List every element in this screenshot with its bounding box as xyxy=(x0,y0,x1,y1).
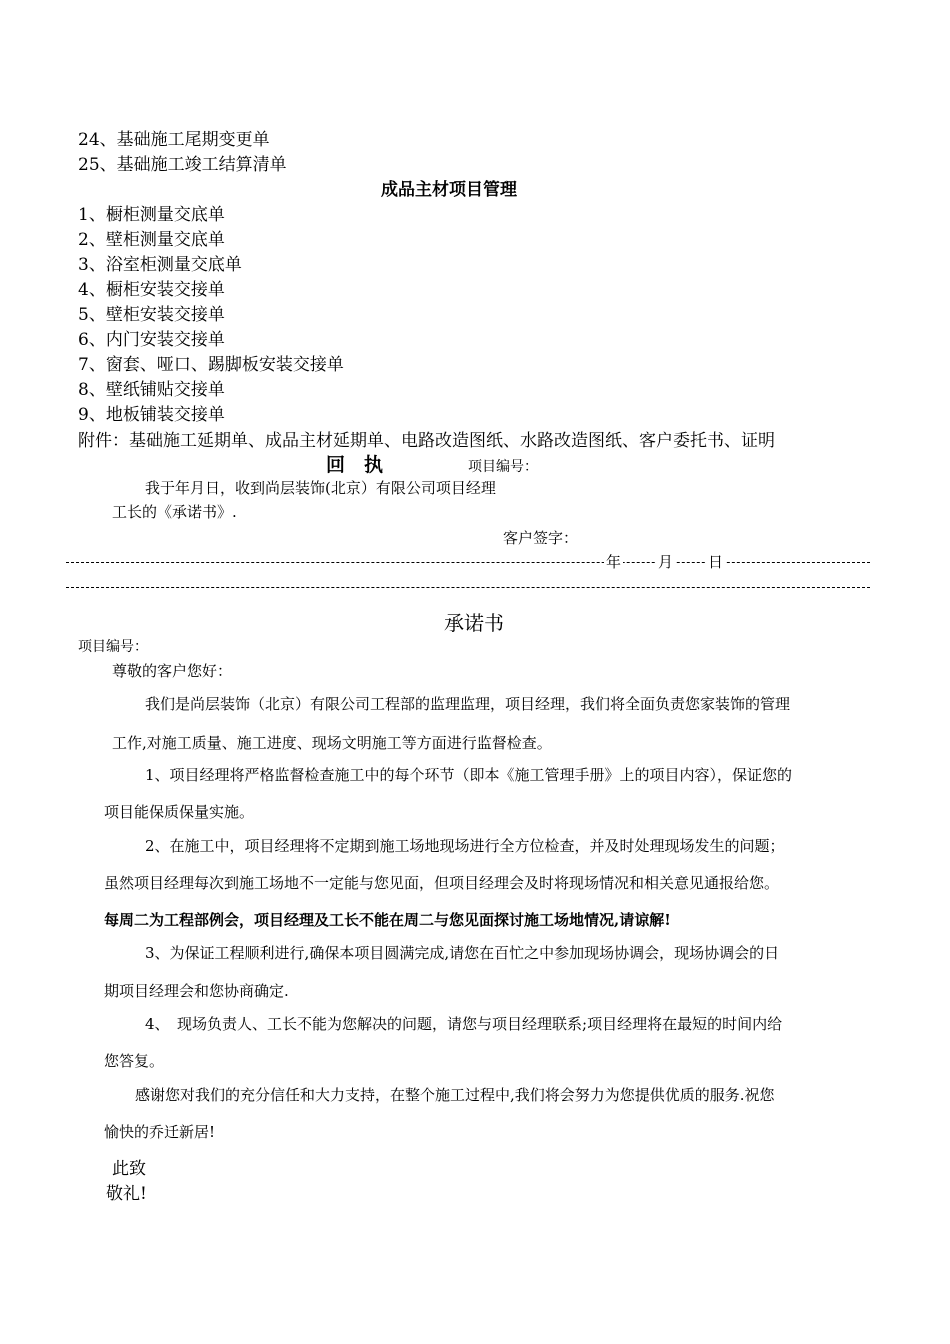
paragraph-line: 项目能保质保量实施。 xyxy=(104,803,255,821)
paragraph-line: 我们是尚层装饰（北京）有限公司工程部的监理监理，项目经理，我们将全面负责您家装饰的管理 xyxy=(145,695,791,713)
paragraph-line: 4、 现场负责人、工长不能为您解决的问题，请您与项目经理联系;项目经理将在最短的时间内给 xyxy=(145,1015,783,1033)
paragraph-line: 期项目经理会和您协商确定. xyxy=(104,982,289,1000)
receipt-title: 回 执 xyxy=(326,454,384,476)
paragraph-line: 愉快的乔迁新居! xyxy=(104,1123,216,1141)
paragraph-line: 虽然项目经理每次到施工场地不一定能与您见面，但项目经理会及时将现场情况和相关意见通报给您。 xyxy=(104,874,780,892)
list-item: 1、橱柜测量交底单 xyxy=(78,205,225,225)
greeting: 尊敬的客户您好： xyxy=(112,662,233,680)
cut-line xyxy=(66,562,870,563)
paragraph-line: 1、项目经理将严格监督检查施工中的每个环节（即本《施工管理手册》上的项目内容），保证您的 xyxy=(145,766,793,784)
section-title: 成品主材项目管理 xyxy=(381,180,517,200)
list-item: 4、橱柜安装交接单 xyxy=(78,280,225,300)
signature-label: 客户签字： xyxy=(503,529,579,547)
paragraph-line: 您答复。 xyxy=(104,1052,165,1070)
list-item: 3、浴室柜测量交底单 xyxy=(78,255,242,275)
paragraph-line: 3、为保证工程顺利进行,确保本项目圆满完成,请您在百忙之中参加现场协调会，现场协调会的日 xyxy=(145,944,780,962)
list-item: 8、壁纸铺贴交接单 xyxy=(78,380,225,400)
paragraph-line: 2、在施工中，项目经理将不定期到施工场地现场进行全方位检查，并及时处理现场发生的问题； xyxy=(145,837,785,855)
date-day: 日 xyxy=(708,553,724,571)
pledge-project-no-label: 项目编号： xyxy=(78,639,148,655)
list-item: 25、基础施工竣工结算清单 xyxy=(78,155,287,175)
attachments-line: 附件：基础施工延期单、成品主材延期单、电路改造图纸、水路改造图纸、客户委托书、证明 xyxy=(78,431,775,451)
paragraph-line: 工作,对施工质量、施工进度、现场文明施工等方面进行监督检查。 xyxy=(112,734,552,752)
pledge-title: 承诺书 xyxy=(444,611,504,635)
date-month: 月 xyxy=(658,553,674,571)
list-item: 24、基础施工尾期变更单 xyxy=(78,130,270,150)
list-item: 6、内门安装交接单 xyxy=(78,330,225,350)
list-item: 9、地板铺装交接单 xyxy=(78,405,225,425)
list-item: 2、壁柜测量交底单 xyxy=(78,230,225,250)
bold-note: 每周二为工程部例会，项目经理及工长不能在周二与您见面探讨施工场地情况,请谅解! xyxy=(104,911,671,929)
list-item: 5、壁柜安装交接单 xyxy=(78,305,225,325)
closing-line: 此致 xyxy=(112,1159,146,1179)
receipt-text-line: 我于年月日，收到尚层装饰(北京）有限公司项目经理 xyxy=(145,479,496,497)
cut-line xyxy=(66,587,870,588)
paragraph-line: 感谢您对我们的充分信任和大力支持，在整个施工过程中,我们将会努力为您提供优质的服务.祝您 xyxy=(135,1086,775,1104)
receipt-project-no-label: 项目编号： xyxy=(468,459,538,475)
receipt-text-line: 工长的《承诺书》. xyxy=(112,503,237,521)
list-item: 7、窗套、哑口、踢脚板安装交接单 xyxy=(78,355,344,375)
closing-line: 敬礼! xyxy=(106,1184,147,1204)
date-year: 年 xyxy=(606,553,622,571)
